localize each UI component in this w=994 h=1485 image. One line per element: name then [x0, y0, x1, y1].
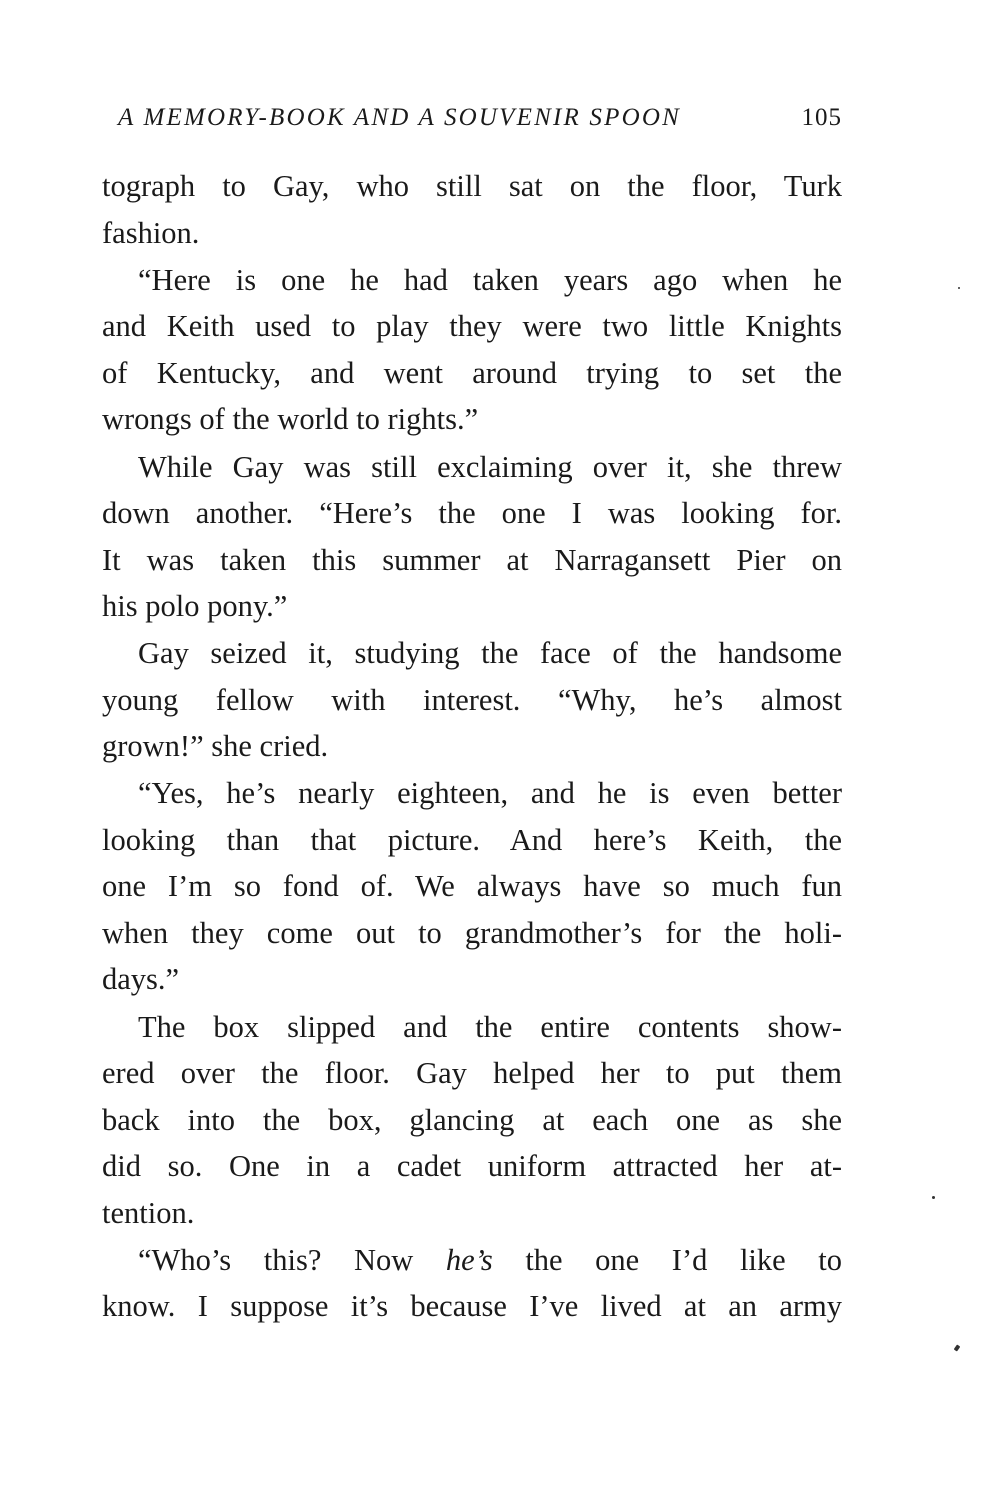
text-line-6: wrongs of the world to rights.” — [102, 402, 479, 436]
line-24-end: the one I’d like to — [492, 1243, 842, 1277]
text-line-10: his polo pony.” — [102, 589, 288, 623]
text-line-3: “Here is one he had taken years ago when he — [138, 263, 842, 297]
text-line-24 — [138, 1237, 842, 1283]
text-line-19: The box slipped and the entire contents show- — [138, 1010, 842, 1044]
text-line-23: tention. — [102, 1196, 195, 1230]
text-line-5: of Kentucky, and went around trying to set the — [102, 356, 842, 390]
text-line-18: days.” — [102, 962, 180, 996]
text-line-2: fashion. — [102, 216, 200, 250]
text-line-1: tograph to Gay, who still sat on the floor, Turk — [102, 169, 842, 203]
text-line-25: know. I suppose it’s because I’ve lived at an army — [102, 1289, 842, 1323]
print-speck — [932, 1196, 935, 1199]
running-title: A MEMORY-BOOK AND A SOUVENIR SPOON — [118, 104, 681, 131]
text-line-13: grown!” she cried. — [102, 729, 329, 763]
line-24-start: “Who’s this? Now — [138, 1243, 446, 1277]
text-line-22: did so. One in a cadet uniform attracted her at- — [102, 1149, 842, 1183]
text-line-15: looking than that picture. And here’s Keith, the — [102, 823, 842, 857]
text-line-12: young fellow with interest. “Why, he’s almost — [102, 683, 842, 717]
running-head — [118, 100, 842, 136]
print-speck — [954, 1344, 961, 1351]
text-line-7: While Gay was still exclaiming over it, she threw — [138, 450, 842, 484]
text-line-11: Gay seized it, studying the face of the handsome — [138, 636, 842, 670]
print-speck — [958, 287, 960, 289]
page-number: 105 — [801, 104, 842, 131]
text-line-4: and Keith used to play they were two little Knights — [102, 309, 842, 343]
text-line-14: “Yes, he’s nearly eighteen, and he is even better — [138, 776, 842, 810]
text-line-9: It was taken this summer at Narragansett Pier on — [102, 543, 842, 577]
text-line-20: ered over the floor. Gay helped her to put them — [102, 1056, 842, 1090]
text-line-21: back into the box, glancing at each one as she — [102, 1103, 842, 1137]
text-line-17: when they come out to grandmother’s for the holi- — [102, 916, 842, 950]
emphasized-word: he’s — [445, 1243, 493, 1277]
text-line-16: one I’m so fond of. We always have so much fun — [102, 869, 842, 903]
text-line-8: down another. “Here’s the one I was looking for. — [102, 496, 842, 530]
